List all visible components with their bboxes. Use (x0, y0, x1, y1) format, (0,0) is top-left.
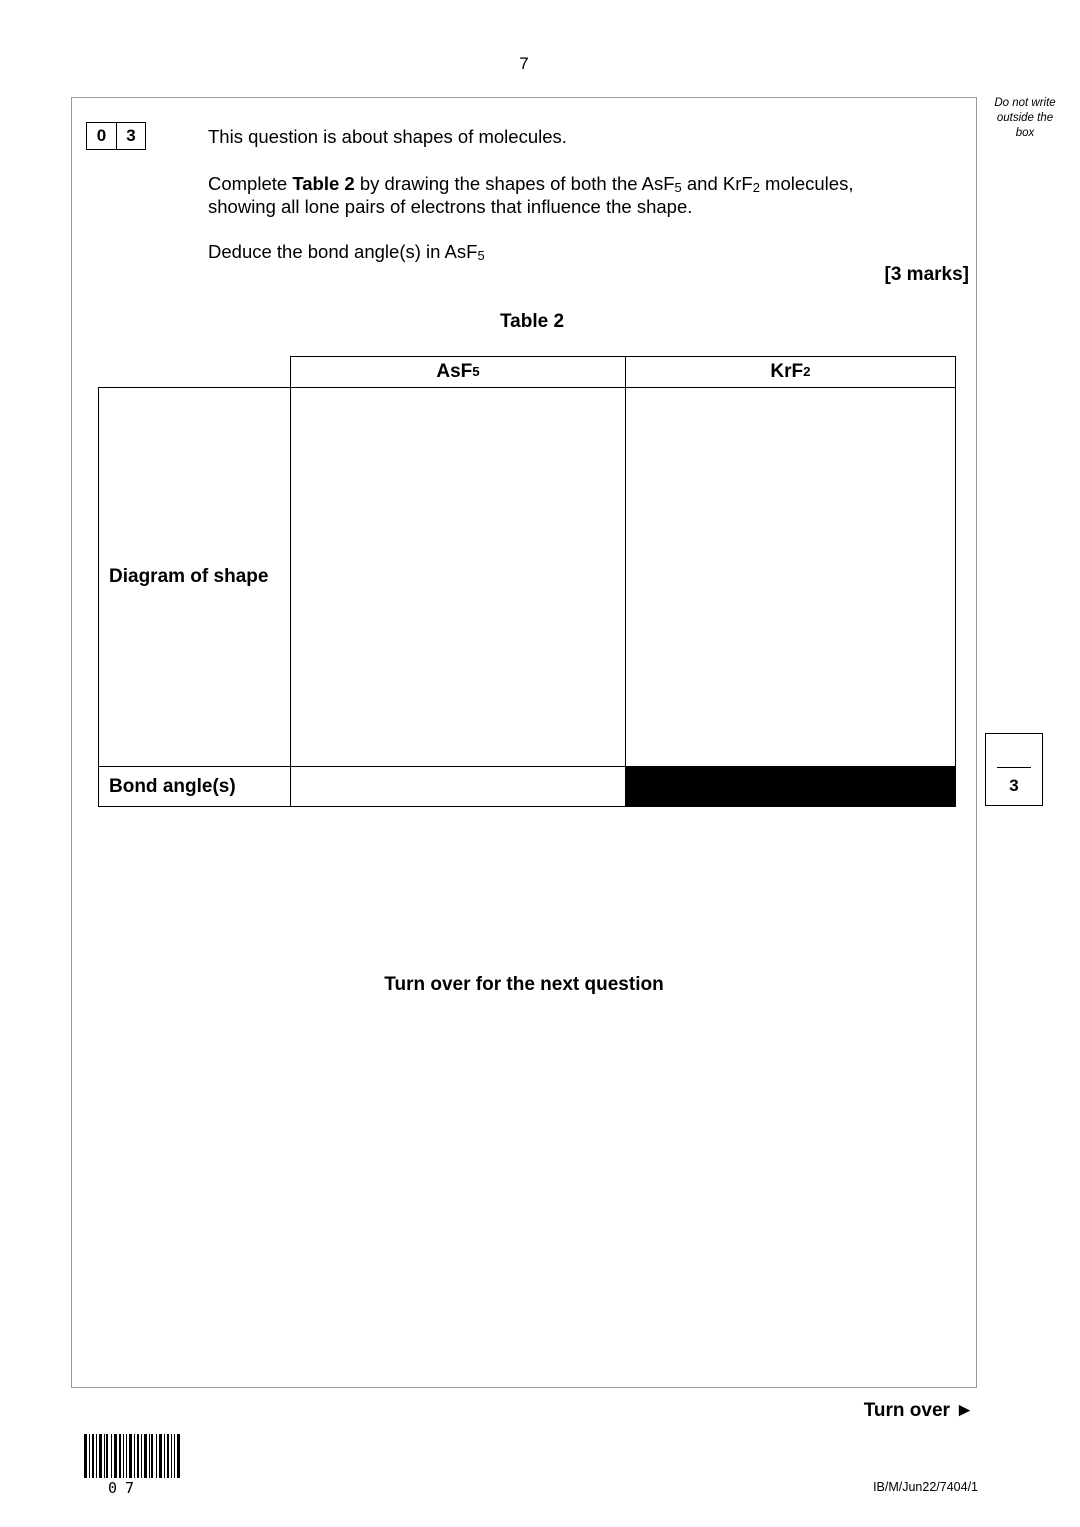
asf5-diagram-cell[interactable] (290, 387, 626, 767)
margin-note (982, 96, 1068, 141)
barcode-icon (84, 1434, 180, 1478)
instruction-line-2: showing all lone pairs of electrons that influence the shape. (208, 196, 693, 217)
subscript: 5 (674, 179, 682, 195)
subscript: 2 (752, 179, 760, 195)
barcode-number: 07 (108, 1479, 143, 1497)
page-number: 7 (519, 54, 529, 73)
question-instruction (208, 172, 853, 218)
paper-reference: IB/M/Jun22/7404/1 (873, 1480, 978, 1494)
instruction-text: molecules, (759, 173, 854, 194)
krf2-diagram-cell[interactable] (625, 387, 956, 767)
deduce-text: Deduce the bond angle(s) in AsF (208, 241, 478, 262)
question-number-box (86, 122, 146, 150)
column-header-text: KrF (770, 361, 804, 382)
score-max: 3 (1009, 776, 1019, 795)
table-reference: Table 2 (292, 173, 355, 194)
instruction-text: Complete (208, 173, 293, 194)
row-header-bond-angles: Bond angle(s) (98, 766, 291, 807)
instruction-text: by drawing the shapes of both the AsF (354, 173, 675, 194)
margin-note-line: outside the (996, 112, 1054, 124)
score-box (985, 733, 1043, 806)
column-header-text: AsF (436, 361, 473, 382)
column-header-asf5: AsF 5 (290, 356, 626, 388)
marks-label: [3 marks] (884, 264, 969, 285)
instruction-text: and KrF (681, 173, 753, 194)
table-title: Table 2 (499, 311, 565, 332)
margin-note-line: box (1015, 127, 1035, 139)
krf2-bond-angle-blocked-cell (625, 766, 956, 807)
subscript: 5 (477, 247, 485, 263)
margin-note-line: Do not write (994, 97, 1056, 109)
score-divider (997, 767, 1031, 768)
row-header-diagram: Diagram of shape (98, 387, 291, 767)
turn-over-next-question: Turn over for the next question (384, 974, 664, 995)
column-header-krf2: KrF 2 (625, 356, 956, 388)
question-number-digit: 3 (116, 123, 145, 149)
turn-over-label: Turn over ► (863, 1400, 974, 1421)
asf5-bond-angle-cell[interactable] (290, 766, 626, 807)
question-deduce (208, 240, 485, 263)
question-intro: This question is about shapes of molecules. (208, 126, 567, 147)
question-number-digit: 0 (96, 126, 107, 145)
